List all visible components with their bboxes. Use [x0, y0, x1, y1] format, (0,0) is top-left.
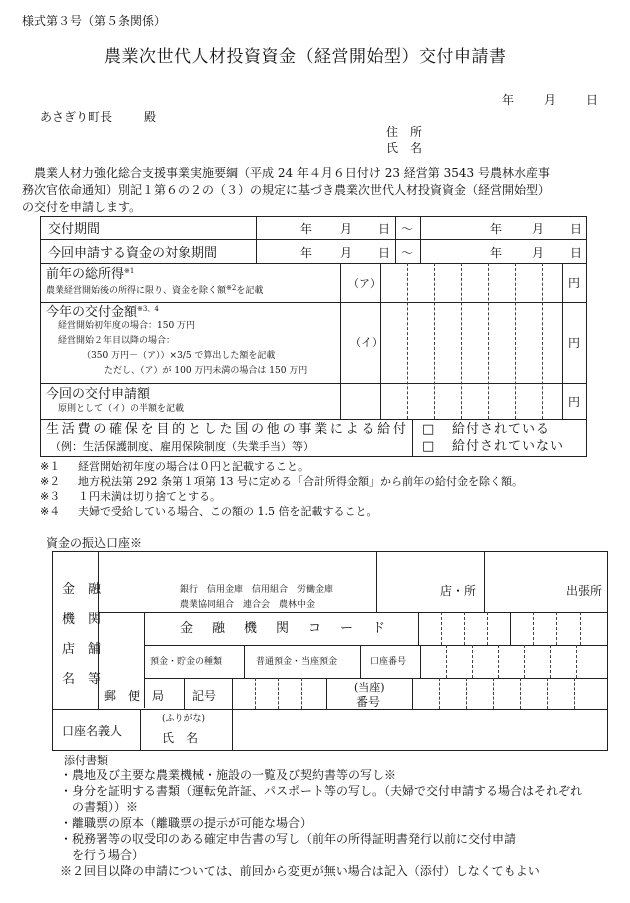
target-start-year: 年: [300, 246, 313, 260]
institution-types-1: 銀行 信用金庫 信用組合 労働金庫: [180, 585, 334, 595]
option-received: 給付されている: [452, 422, 551, 437]
attachment-item-4: ・税務署等の収受印のある確定申告書の写し（前年の所得証明書発行以前に交付申請: [60, 832, 517, 846]
bank-code-label: 金 融 機 関 コ ー ド: [180, 621, 389, 636]
this-year-amount-label: 今年の交付金額$^{※3、4}$: [46, 305, 159, 320]
amount-note-1: 経営開始初年度の場合：150 万円: [58, 321, 196, 331]
account-number-label: 口座番号: [370, 657, 407, 667]
branch-label: 店・所: [440, 584, 477, 598]
deposit-kind-options: 普通預金・当座預金: [256, 657, 338, 667]
prev-income-note: 農業経営開始後の所得に限り、資金を除く額$^{※2}$を記載: [46, 284, 264, 296]
checkbox-not-received[interactable]: □: [422, 439, 435, 454]
bank-side-label-4: 名 等: [62, 672, 102, 687]
period-end-day: 日: [570, 222, 583, 236]
period-tilde: ～: [401, 222, 414, 236]
attachment-note: ※２回目以降の申請については、前回から変更が無い場合は記入（添付）しなくてもよい: [60, 864, 540, 878]
date-month-label: 月: [544, 93, 557, 107]
bank-side-label-2: 機 関: [62, 612, 102, 627]
intro-line-2: 務次官依命通知）別記１第６の２の（３）の規定に基づき農業次世代人材投資資金（経営開始型）: [22, 183, 551, 197]
yen-row3: 円: [568, 276, 581, 290]
attachment-item-4b: を行う場合）: [60, 848, 145, 862]
branch-office-label: 出張所: [566, 584, 603, 598]
furigana-label: (ふりがな): [162, 714, 206, 724]
amount-note-2: 経営開始２年目以降の場合：: [58, 336, 176, 346]
bank-side-label-3: 店 舗: [62, 642, 102, 657]
this-request-note: 原則として（イ）の半額を記載: [58, 404, 185, 414]
yen-row5: 円: [568, 395, 581, 409]
date-day-label: 日: [586, 93, 599, 107]
bank-side-label-1: 金 融: [62, 582, 102, 597]
form-number: 様式第３号（第５条関係）: [22, 14, 167, 28]
institution-types-2: 農業協同組合 連合会 農林中金: [180, 600, 316, 610]
target-end-year: 年: [490, 246, 503, 260]
other-benefit-label: 生活費の確保を目的とした国の他の事業による給付: [46, 422, 406, 437]
target-end-month: 月: [532, 246, 545, 260]
note-text-1: 経営開始初年度の場合は０円と記載すること。: [78, 460, 309, 473]
this-request-label: 今回の交付申請額: [46, 387, 151, 402]
delivery-period-label: 交付期間: [48, 222, 101, 237]
attachment-item-3: ・離職票の原本（離職票の提示が可能な場合）: [60, 816, 313, 830]
yen-row4: 円: [568, 336, 581, 350]
target-start-month: 月: [340, 246, 353, 260]
postal-tozai-label: (当座): [354, 681, 385, 694]
amount-note-3: （350 万円－（ア））×3/5 で算出した額を記載: [82, 351, 276, 361]
deposit-type-label: 預金・貯金の種類: [150, 657, 223, 667]
period-end-month: 月: [532, 222, 545, 236]
attachments-heading: 添付書類: [64, 754, 108, 767]
date-year-label: 年: [502, 93, 515, 107]
note-mark-2: ※２: [40, 475, 61, 488]
holder-name-label: 氏 名: [162, 731, 199, 745]
note-mark-4: ※４: [40, 505, 61, 518]
note-text-4: 夫婦で受給している場合、この額の 1.5 倍を記載すること。: [78, 505, 378, 518]
attachment-item-1: ・農地及び主要な農業機械・施設の一覧及び契約書等の写し※: [60, 768, 397, 782]
address-label: 住 所: [386, 125, 423, 139]
note-text-2: 地方税法第 292 条第１項第 13 号に定める「合計所得金額」から前年の給付金を除く額。: [78, 475, 523, 488]
intro-line-3: の交付を申請します。: [22, 200, 142, 214]
amount-note-4: ただし、（ア）が 100 万円未満の場合は 150 万円: [104, 366, 308, 376]
note-mark-3: ※３: [40, 490, 61, 503]
page-title: 農業次世代人材投資資金（経営開始型）交付申請書: [104, 47, 507, 67]
recipient-honorific: 殿: [144, 110, 157, 124]
period-start-day: 日: [378, 222, 391, 236]
postal-number-label: 番号: [356, 695, 381, 709]
target-end-day: 日: [570, 246, 583, 260]
account-holder-label: 口座名義人: [62, 724, 123, 738]
bank-heading: 資金の振込口座※: [46, 536, 143, 550]
target-period-label: 今回申請する資金の対象期間: [48, 246, 218, 261]
period-start-month: 月: [340, 222, 353, 236]
postal-office-label: 郵 便 局: [104, 689, 165, 703]
period-end-year: 年: [490, 222, 503, 236]
mark-a: （ア）: [348, 277, 381, 290]
recipient: あさぎり町長: [40, 110, 113, 124]
name-label: 氏 名: [386, 141, 423, 155]
intro-line-1: 農業人材力強化総合支援事業実施要綱（平成 24 年４月６日付け 23 経営第 3543 号農林水産事: [34, 166, 550, 180]
attachment-item-2: ・身分を証明する書類（運転免許証、パスポート等の写し。（夫婦で交付申請する場合はそれぞれ: [60, 784, 583, 798]
note-text-3: １円未満は切り捨てとする。: [78, 490, 221, 503]
mark-i: （イ）: [350, 336, 383, 349]
note-mark-1: ※１: [40, 460, 61, 473]
postal-symbol-label: 記号: [192, 689, 217, 703]
target-tilde: ～: [401, 246, 414, 260]
target-start-day: 日: [378, 246, 391, 260]
attachment-item-2b: の書類））※: [60, 800, 139, 814]
other-benefit-note: （例：生活保護制度、雇用保険制度（失業手当）等）: [50, 440, 314, 453]
option-not-received: 給付されていない: [452, 439, 565, 454]
checkbox-received[interactable]: □: [422, 422, 435, 437]
prev-income-label: 前年の総所得$^{※1}$: [46, 267, 135, 282]
period-start-year: 年: [300, 222, 313, 236]
